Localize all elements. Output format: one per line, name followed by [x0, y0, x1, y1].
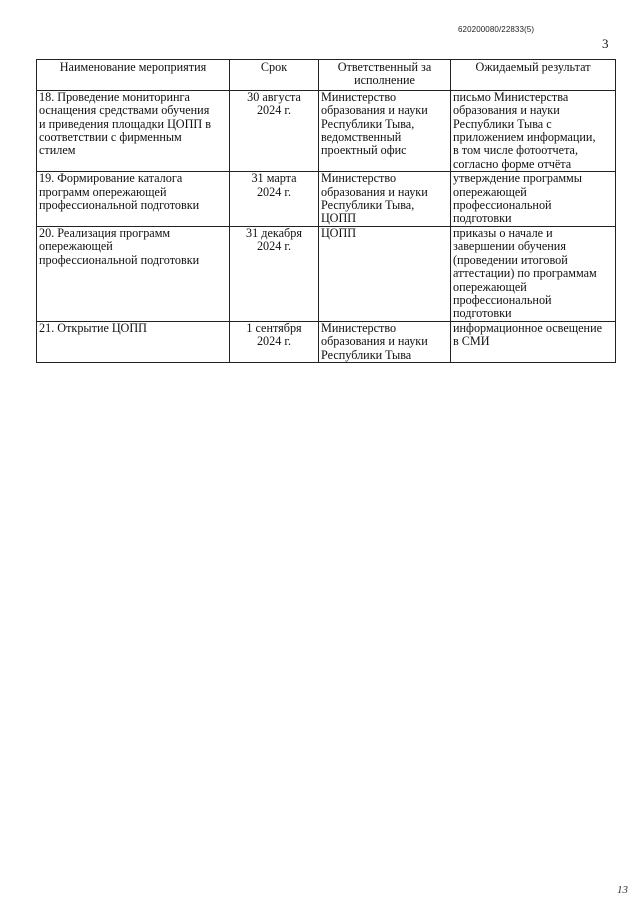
table-row	[37, 226, 616, 321]
deadline-cell: 31 марта 2024 г.	[230, 172, 319, 227]
corner-page-mark: 13	[617, 884, 628, 896]
responsible-cell: Министерство образования и науки Республики Тыва, ЦОПП	[319, 172, 451, 227]
column-header-result: Ожидаемый результат	[451, 60, 616, 91]
table-row	[37, 90, 616, 171]
event-name-cell: 20. Реализация программ опережающей профессиональной подготовки	[37, 226, 230, 321]
table-header-row	[37, 60, 616, 91]
result-cell: утверждение программы опережающей профессиональной подготовки	[451, 172, 616, 227]
result-cell: письмо Министерства образования и науки Республики Тыва с приложением информации, в том числе фотоотчета, согласно форме отчёта	[451, 90, 616, 171]
deadline-cell: 1 сентября 2024 г.	[230, 321, 319, 362]
event-name-cell: 18. Проведение мониторинга оснащения средствами обучения и приведения площадки ЦОПП в соответствии с фирменным стилем	[37, 90, 230, 171]
events-table	[36, 59, 616, 363]
deadline-cell: 31 декабря 2024 г.	[230, 226, 319, 321]
column-header-deadline: Срок	[230, 60, 319, 91]
responsible-cell: Министерство образования и науки Республики Тыва	[319, 321, 451, 362]
table-row	[37, 172, 616, 227]
result-cell: приказы о начале и завершении обучения (проведении итоговой аттестации) по программам опережающей профессиональной подготовки	[451, 226, 616, 321]
document-id: 620200080/22833(5)	[458, 25, 535, 34]
responsible-cell: Министерство образования и науки Республики Тыва, ведомственный проектный офис	[319, 90, 451, 171]
column-header-responsible: Ответственный за исполнение	[319, 60, 451, 91]
column-header-name: Наименование мероприятия	[37, 60, 230, 91]
table-row	[37, 321, 616, 362]
page-number: 3	[602, 36, 609, 51]
event-name-cell: 19. Формирование каталога программ опережающей профессиональной подготовки	[37, 172, 230, 227]
deadline-cell: 30 августа 2024 г.	[230, 90, 319, 171]
responsible-cell: ЦОПП	[319, 226, 451, 321]
result-cell: информационное освещение в СМИ	[451, 321, 616, 362]
event-name-cell: 21. Открытие ЦОПП	[37, 321, 230, 362]
